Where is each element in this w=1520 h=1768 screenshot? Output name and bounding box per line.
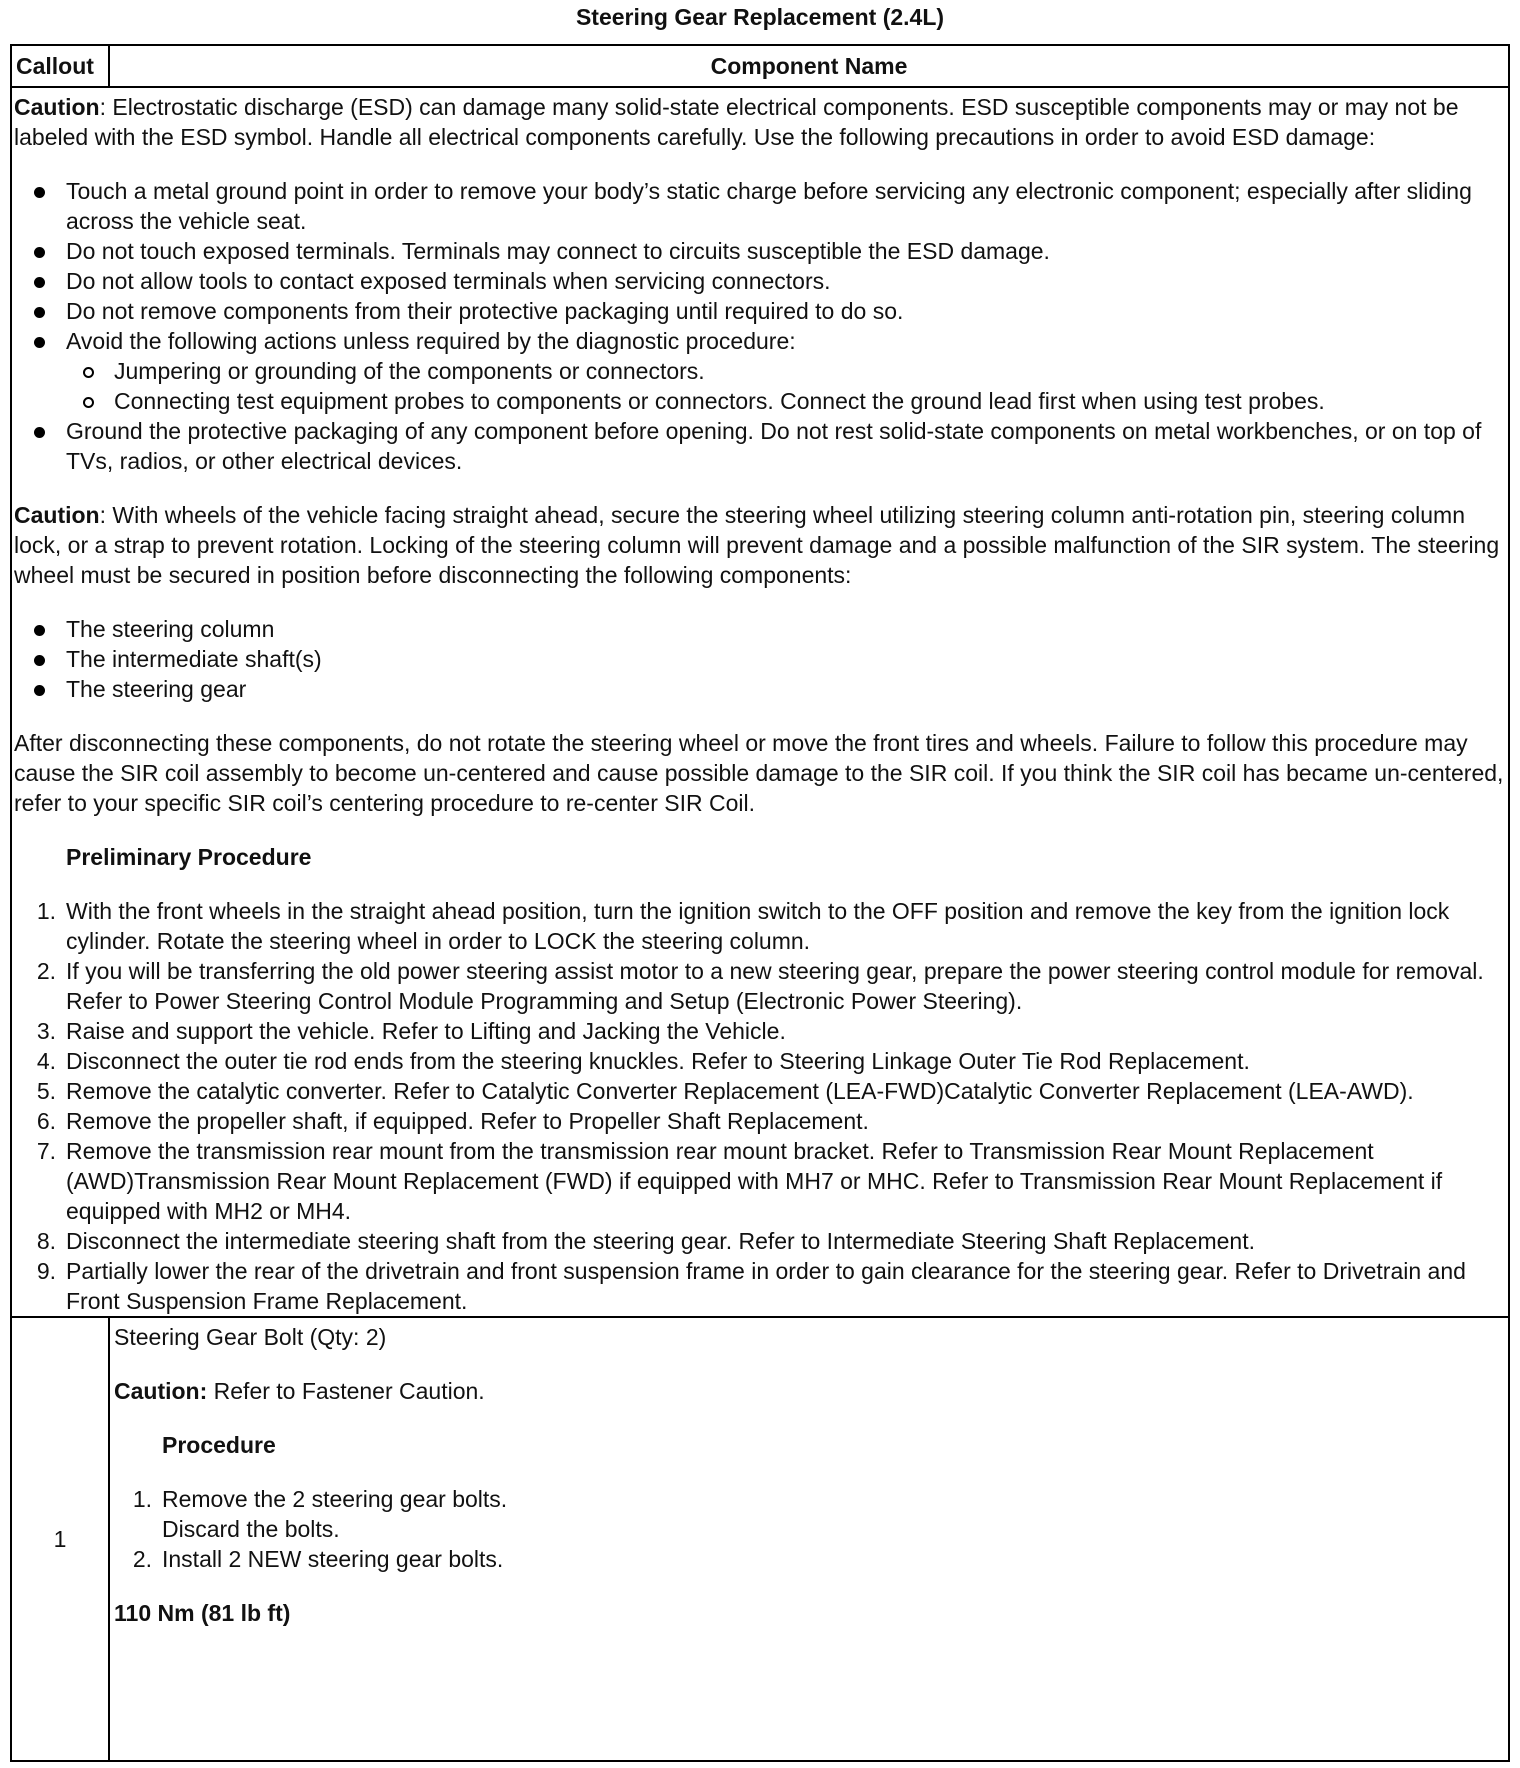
bullet-icon [34, 187, 45, 198]
column-header-component-name: Component Name [109, 45, 1509, 87]
preliminary-procedure-heading: Preliminary Procedure [66, 844, 312, 870]
step-item: 2. If you will be transferring the old power steering assist motor to a new steering gear, prepare the power steering control module for removal. Refer to Power Steering Control Module Programming and Setup (Electronic Power Steering). [36, 958, 1484, 1014]
preamble-row [11, 87, 1509, 1317]
step-item: 3. Raise and support the vehicle. Refer to Lifting and Jacking the Vehicle. [36, 1018, 786, 1044]
preamble-cell [11, 87, 1509, 1317]
bullet-icon [34, 625, 45, 636]
esd-caution-text: : Electrostatic discharge (ESD) can damage many solid-state electrical components. ESD susceptible components may or may not be labeled with the ESD symbol. Handle all electrical components carefully. Use the following precautions in order to avoid ESD damage: [14, 94, 1459, 150]
list-item: Do not allow tools to contact exposed terminals when servicing connectors. [14, 266, 1504, 296]
table-header-row [11, 45, 1509, 87]
sir-caution-text: : With wheels of the vehicle facing straight ahead, secure the steering wheel utilizing steering column anti-rotation pin, steering column lock, or a strap to prevent rotation. Locking of the steering column will prevent damage and a possible malfunction of the SIR system. The steering wheel must be secured in position before disconnecting the following components: [14, 502, 1500, 588]
step-item: 8. Disconnect the intermediate steering shaft from the steering gear. Refer to Intermediate Steering Shaft Replacement. [36, 1228, 1255, 1254]
sir-after-text: After disconnecting these components, do not rotate the steering wheel or move the front tires and wheels. Failure to follow this procedure may cause the SIR coil assembly to become un-centered and cause possible damage to the SIR coil. If you think the SIR coil has became un-centered, refer to your specific SIR coil’s centering procedure to re-center SIR Coil. [14, 730, 1504, 816]
component-row [11, 1317, 1509, 1761]
esd-bullet-list [14, 176, 1504, 356]
step-item: 5. Remove the catalytic converter. Refer to Catalytic Converter Replacement (LEA-FWD)Catalytic Converter Replacement (LEA-AWD). [36, 1078, 1414, 1104]
esd-caution-label: Caution [14, 94, 100, 120]
step-item: 7. Remove the transmission rear mount from the transmission rear mount bracket. Refer to Transmission Rear Mount Replacement (AWD)Transmission Rear Mount Replacement (FWD) if equipped with MH7 or MHC. Refer to Transmission Rear Mount Replacement if equipped with MH2 or MH4. [36, 1138, 1443, 1224]
sir-caution-label: Caution [14, 502, 100, 528]
esd-sub-bullet-list [14, 356, 1504, 416]
hollow-bullet-icon [83, 367, 94, 378]
sir-bullet-list [14, 614, 1504, 704]
step-item: 4. Disconnect the outer tie rod ends from the steering knuckles. Refer to Steering Linkage Outer Tie Rod Replacement. [36, 1048, 1250, 1074]
callout-number: 1 [11, 1317, 109, 1761]
list-item: Touch a metal ground point in order to remove your body’s static charge before servicing any electronic component; especially after sliding across the vehicle seat. [14, 176, 1504, 236]
sir-caution [14, 500, 1504, 590]
preliminary-steps [14, 896, 1504, 1316]
bullet-icon [34, 427, 45, 438]
list-item: Do not remove components from their protective packaging until required to do so. [14, 296, 1504, 326]
step-item: 6. Remove the propeller shaft, if equipped. Refer to Propeller Shaft Replacement. [36, 1108, 869, 1134]
step-item: 2. Install 2 NEW steering gear bolts. [132, 1546, 504, 1572]
list-item: Jumpering or grounding of the components or connectors. [14, 356, 1504, 386]
procedure-table [10, 44, 1510, 1762]
esd-last-bullet-list [14, 416, 1504, 476]
step-item: 1. With the front wheels in the straight ahead position, turn the ignition switch to the OFF position and remove the key from the ignition lock cylinder. Rotate the steering wheel in order to LOCK the steering column. [36, 898, 1450, 954]
page-title: Steering Gear Replacement (2.4L) [575, 4, 945, 30]
esd-caution [14, 92, 1504, 152]
hollow-bullet-icon [83, 397, 94, 408]
bullet-icon [34, 655, 45, 666]
procedure-steps [114, 1484, 1504, 1574]
component-cell [109, 1317, 1509, 1761]
fastener-caution-text: Refer to Fastener Caution. [207, 1378, 485, 1404]
column-header-callout: Callout [11, 45, 109, 87]
bullet-icon [34, 307, 45, 318]
torque-spec: 110 Nm (81 lb ft) [114, 1600, 291, 1626]
procedure-heading: Procedure [162, 1432, 276, 1458]
list-item: Do not touch exposed terminals. Terminals may connect to circuits susceptible the ESD damage. [14, 236, 1504, 266]
bullet-icon [34, 247, 45, 258]
list-item: The steering column [14, 614, 1504, 644]
list-item: Connecting test equipment probes to components or connectors. Connect the ground lead first when using test probes. [14, 386, 1504, 416]
bullet-icon [34, 685, 45, 696]
list-item: The steering gear [14, 674, 1504, 704]
list-item: Ground the protective packaging of any component before opening. Do not rest solid-state components on metal workbenches, or on top of TVs, radios, or other electrical devices. [14, 416, 1504, 476]
fastener-caution-label: Caution: [114, 1378, 208, 1404]
step-item: 9. Partially lower the rear of the drivetrain and front suspension frame in order to gain clearance for the steering gear. Refer to Drivetrain and Front Suspension Frame Replacement. [36, 1258, 1466, 1314]
bullet-icon [34, 337, 45, 348]
fastener-caution [114, 1376, 1504, 1406]
step-item: 1. Remove the 2 steering gear bolts. Discard the bolts. [132, 1486, 508, 1542]
list-item: The intermediate shaft(s) [14, 644, 1504, 674]
bullet-icon [34, 277, 45, 288]
list-item: Avoid the following actions unless required by the diagnostic procedure: [14, 326, 1504, 356]
component-name: Steering Gear Bolt (Qty: 2) [114, 1324, 387, 1350]
